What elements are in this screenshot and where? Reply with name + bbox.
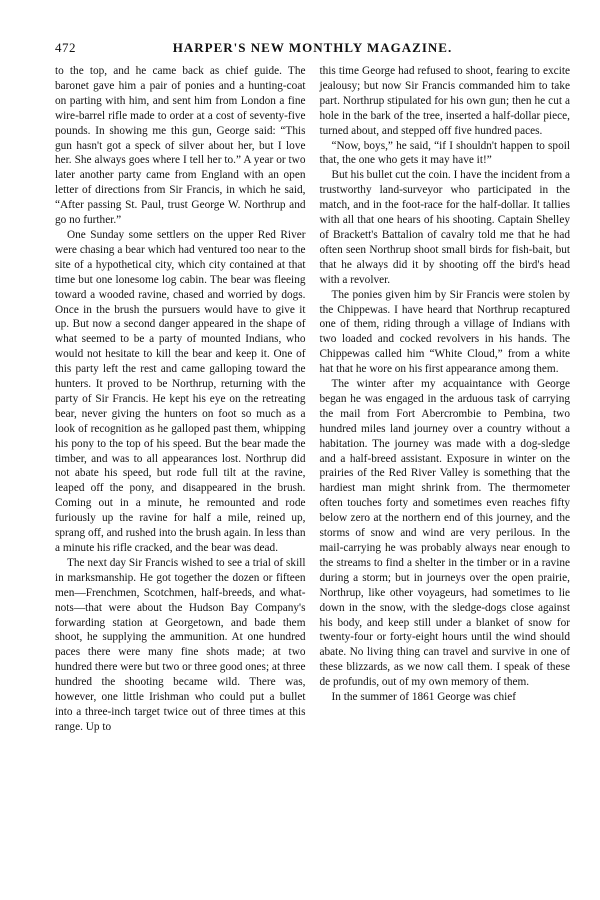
text-columns [55,64,570,735]
paragraph: In the summer of 1861 George was chief [331,691,517,704]
paragraph: But his bullet cut the coin. I have the incident from a trustworthy land-surveyor who participated in the match, and in the foot-race for the half-dollar. It tallies with all that one hears of his shooting. Captain Shelley of Brackett's Battalion of cavalry told me that he had often seen Northrup shoot small birds for fish-bait, but that he always did it by shooting off the bird's head with a revolver. [319,169,570,286]
paragraph: The winter after my acquaintance with George began he was engaged in the arduous task of carrying the mail from Fort Abercrombie to Pembina, two hundred miles land journey over a country without a habitation. The journey was made with a dog-sledge and a half-breed assistant. Exposure in winter on the prairies of the Red River Valley is something that the hardiest man might shrink from. The thermometer often touches forty and sometimes even reaches fifty below zero at the northern end of this journey, and the storms of snow and wind are very perilous. In the mail-carrying he was probably always near enough to the streams to find a shelter in the timber or in a ravine during a storm; but in journeys over the open prairie, Northrup, like other voyageurs, had sometimes to lie down in the snow, with the sledge-dogs close against his body, and keep still under a blanket of snow for twenty-four or forty-eight hours until the wind should abate. No living thing can travel and survive in one of these blizzards, as we now call them. I speak of these de profundis, out of my own memory of them. [319,378,570,689]
paragraph: One Sunday some settlers on the upper Red River were chasing a bear which had ventured too near to the site of a hypothetical city, which city contained at that time but one lonesome log cabin. The bear was fleeing toward a wooded ravine, chased and worried by dogs. Once in the brush the pursuers would have to give it up. But now a second danger appeared in the shape of what seemed to be a party of mounted Indians, who would not hesitate to kill the bear and keep it. One of this party left the rest and came galloping toward the hunters. It proved to be Northrup, returning with the party of Sir Francis. He kept his eye on the retreating bear, never giving the hunters on foot so much as a look of recognition as he galloped past them, whipping his pony to the top of his speed. But the bear made the timber, and was to all appearances lost. Northrup did not abate his speed, but rode full tilt at the ravine, leaped off the pony, and disappeared in the brush. Coming out in a minute, he remounted and rode furiously up the ravine for half a mile, reined up, sprang off, and rushed into the brush again. In less than a minute his rifle cracked, and the bear was dead. [55,228,306,554]
paragraph: to the top, and he came back as chief guide. The baronet gave him a pair of ponies and a hunting-coat on parting with him, and sent him from London a fine wire-barrel rifle made to order at a cost of seventy-five pounds. In showing me this gun, George said: “This gun hasn't got a speck of silver about her, but I love her. She always goes where I tell her to.” A year or two later another party came from England with an open letter of directions from Sir Francis, in which he said, “After passing St. Paul, trust George W. Northrup and go no further.” [55,65,306,227]
paragraph: “Now, boys,” he said, “if I shouldn't happen to spoil that, the one who gets it may have it!” [319,139,570,167]
page-header [55,40,570,56]
paragraph: The ponies given him by Sir Francis were stolen by the Chippewas. I have heard that Northrup recaptured one of them, riding through a village of Indians with two loaded and cocked revolvers in his hands. The Chippewas called him “White Cloud,” from a white hat that he wore on his first appearance among them. [319,288,570,376]
running-title: HARPER'S NEW MONTHLY MAGAZINE. [172,40,453,55]
right-column [320,64,571,735]
paragraph: The next day Sir Francis wished to see a trial of skill in marksmanship. He got together the dozen or fifteen men—Frenchmen, Scotchmen, half-breeds, and what-nots—that were about the Hudson Bay Company's forwarding station at Georgetown, and bade them shoot, he supplying the ammunition. At one hundred paces there were many fine shots made; at two hundred there were but two or three good ones; at three hundred the shooting became wild. There was, however, one little Irishman who could put a bullet into a three-inch target twice out of three times at this range. Up to [55,556,306,733]
page-number: 472 [55,40,76,55]
paragraph: this time George had refused to shoot, fearing to excite jealousy; but now Sir Francis commanded him to take part. Northrup stipulated for his own gun; then he cut a hole in the bark of the tree, inserted a half-dollar piece, turned about, and stepped off five hundred paces. [319,65,570,137]
left-column [55,64,306,735]
